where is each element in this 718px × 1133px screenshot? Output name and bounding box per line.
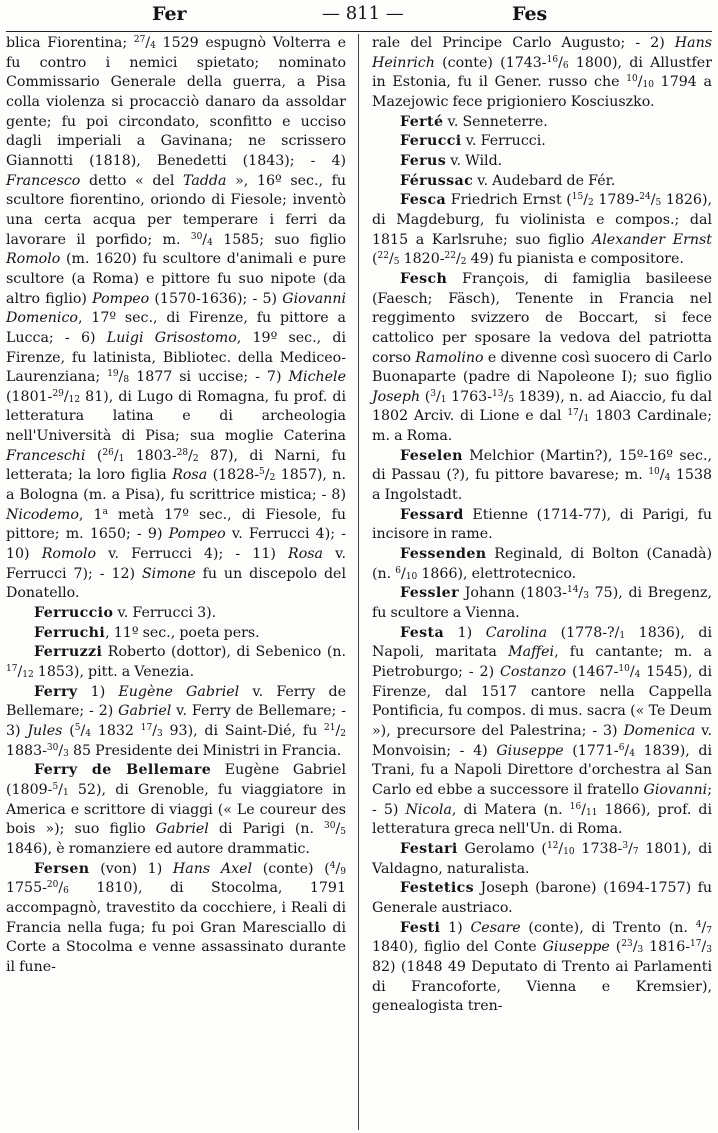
column-divider: [358, 34, 359, 1130]
entry-ferruccio: Ferruccio v. Ferrucci 3).: [34, 605, 217, 622]
entry-ferte: Ferté v. Senneterre.: [400, 113, 548, 130]
entry-continuation: blica Fiorentina; $^{27}/_4$ 1529 espugnò Volterra e fu contro i nemici spietato; nominato Commissario Generale della guerra, a Pisa colla violenza si procacciò danaro da assoldar gente; fu poi circondato, sconfitto e ucciso dagli imperiali a Gavinana; ne scrissero Giannotti (1818), Benedetti (1843); - 4) Francesco detto « del Tadda », 16º sec., fu scultore fiorentino, oriondo di Fiesole; inventò una certa acqua per temperare i ferri da lavorare il porfido; m. $^{30}/_4$ 1585; suo figlio Romolo (m. 1620) fu scultore d'animali e pure scultore (a Roma) e pittore fu suo nipote (da altro figlio) Pompeo (1570-1636); - 5) Giovanni Domenico, 17º sec., di Firenze, fu pittore a Lucca; - 6) Luigi Grisostomo, 19º sec., di Firenze, fu latinista, Bibliotec. della Mediceo-Laurenziana; $^{19}/_8$ 1877 si uccise; - 7) Michele ($1801-^{29}/_{12}$ 81), di Lugo di Romagna, fu prof. di letteratura latina e di archeologia nell'Università di Pisa; sua moglie Caterina Franceschi ($^{26}/_1$ $1803-^{28}/_2$ 87), di Narni, fu letterata; la loro figlia Rosa ($1828-^5/_2$ 1857), n. a Bologna (m. a Pisa), fu scrittrice mistica; - 8) Nicodemo, 1$^a$ metà 17º sec., di Fiesole, fu pittore; m. 1650; - 9) Pompeo v. Ferrucci 4); - 10) Romolo v. Ferrucci 4); - 11) Rosa v. Ferrucci 7); - 12) Simone fu un discepolo del Donatello.: [6, 35, 347, 602]
entry-fesch: Fesch François, di famiglia basileese (Faesch; Fäsch), Tenente in Francia nel reggimento svizzero de Boccart, si fece cattolico per sposare la vedova del patriotta corso Ramolino e divenne così suocero di Carlo Buonaparte (padre di Napoleone I); suo figlio Joseph ($^3/_1$ $1763-^{13}/_5$ 1839), n. ad Aiaccio, fu dal 1802 Arciv. di Lione e dal $^{17}/_1$ 1803 Cardinale; m. a Roma.: [372, 270, 712, 445]
entry-ferry: Ferry 1) Eugène Gabriel v. Ferry de Bellemare; - 2) Gabriel v. Ferry de Bellemare; - 3) Jules ($^5/_4$ 1832 $^{17}/_3$ 93), di Saint-Dié, fu $^{21}/_2$ $1883-^{30}/_3$ 85 Presidente dei Ministri in Francia.: [6, 683, 346, 759]
entry-festetics: Festetics Joseph (barone) (1694-1757) fu Generale austriaco.: [372, 880, 712, 916]
page-number: — 811 —: [322, 3, 404, 24]
entry-festa: Festa 1) Carolina ($1778-?/_1$ 1836), di Napoli, maritata Maffei, fu cantante; m. a Pietroburgo; - 2) Costanzo ($1467-^{10}/_4$ 1545), di Firenze, dal 1517 cantore nella Cappella Pontificia, fu compos. di mus. sacra (« Te Deum »), precursore del Palestrina; - 3) Domenica v. Monvoisin; - 4) Giuseppe ($1771-^6/_4$ 1839), di Trani, fu a Napoli Direttore d'orchestra al San Carlo ed ebbe a successore il fratello Giovanni; - 5) Nicola, di Matera (n. $^{16}/_{11}$ 1866), prof. di letteratura greca nell'Un. di Roma.: [372, 624, 713, 838]
entry-festi: Festi 1) Cesare (conte), di Trento (n. $^4/_7$ 1840), figlio del Conte Giuseppe ($^{23}/_3$ $1816-^{17}/_3$ 82) (1848 49 Deputato di Trento ai Parlamenti di Francoforte, Vienna e Kremsier), genealogista tren-: [372, 919, 712, 1015]
entry-fessenden: Fessenden Reginald, di Bolton (Canadà) (n. $^6/_{10}$ 1866), elettrotecnico.: [372, 546, 712, 582]
entry-fersen: Fersen (von) 1) Hans Axel (conte) ($^4/_9$ $1755-^{20}/_6$ 1810), di Stocolma, 1791 accompagnò, travestito da cocchiere, i Reali di Francia nella fuga; fu poi Gran Maresciallo di Corte a Stocolma e venne assassinato durante il fune-: [6, 860, 346, 975]
right-column: [372, 34, 712, 1017]
entry-fesca: Fesca Friedrich Ernst ($^{15}/_2$ $1789-^{24}/_5$ 1826), di Magdeburg, fu violinista e compos.; dal 1815 a Karlsruhe; suo figlio Alexander Ernst ($^{22}/_5$ $1820-^{22}/_2$ 49) fu pianista e compositore.: [372, 192, 713, 268]
header-right-keyword: Fes: [512, 3, 548, 25]
entry-ferruchi: Ferruchi, 11º sec., poeta pers.: [34, 624, 260, 641]
running-header: [0, 2, 718, 28]
entry-ferry-de-bellemare: Ferry de Bellemare Eugène Gabriel ($1809-^5/_1$ 52), di Grenoble, fu viaggiatore in America e scrittore di viaggi (« Le coureur des bois »); suo figlio Gabriel di Parigi (n. $^{30}/_5$ 1846), è romanziere ed autore drammatic.: [6, 762, 346, 857]
left-column: [6, 34, 346, 978]
entry-ferruzzi: Ferruzzi Roberto (dottor), di Sebenico (n. $^{17}/_{12}$ 1853), pitt. a Venezia.: [6, 644, 346, 680]
header-left-keyword: Fer: [152, 3, 187, 25]
entry-fessard: Fessard Etienne (1714-77), di Parigi, fu incisore in rame.: [372, 506, 712, 543]
entry-continuation: rale del Principe Carlo Augusto; - 2) Hans Heinrich (conte) ($1743-^{16}/_6$ 1800), di Allustfer in Estonia, fu il Gener. russo che $^{10}/_{10}$ 1794 a Mazejowic fece prigioniero Kosciuszko.: [372, 35, 712, 110]
entry-ferucci: Ferucci v. Ferrucci.: [400, 133, 546, 150]
entry-feselen: Feselen Melchior (Martin?), 15º-16º sec., di Passau (?), fu pittore bavarese; m. $^{10}/_4$ 1538 a Ingolstadt.: [372, 447, 713, 504]
entry-ferussac: Férussac v. Audebard de Fér.: [400, 172, 616, 189]
entry-festari: Festari Gerolamo ($^{12}/_{10}$ $1738-^3/_7$ 1801), di Valdagno, naturalista.: [372, 840, 712, 877]
header-rule: [6, 31, 712, 32]
entry-fessler: Fessler Johann ($1803-^{14}/_3$ 75), di Bregenz, fu scultore a Vienna.: [372, 585, 712, 622]
entry-ferus: Ferus v. Wild.: [400, 152, 503, 169]
